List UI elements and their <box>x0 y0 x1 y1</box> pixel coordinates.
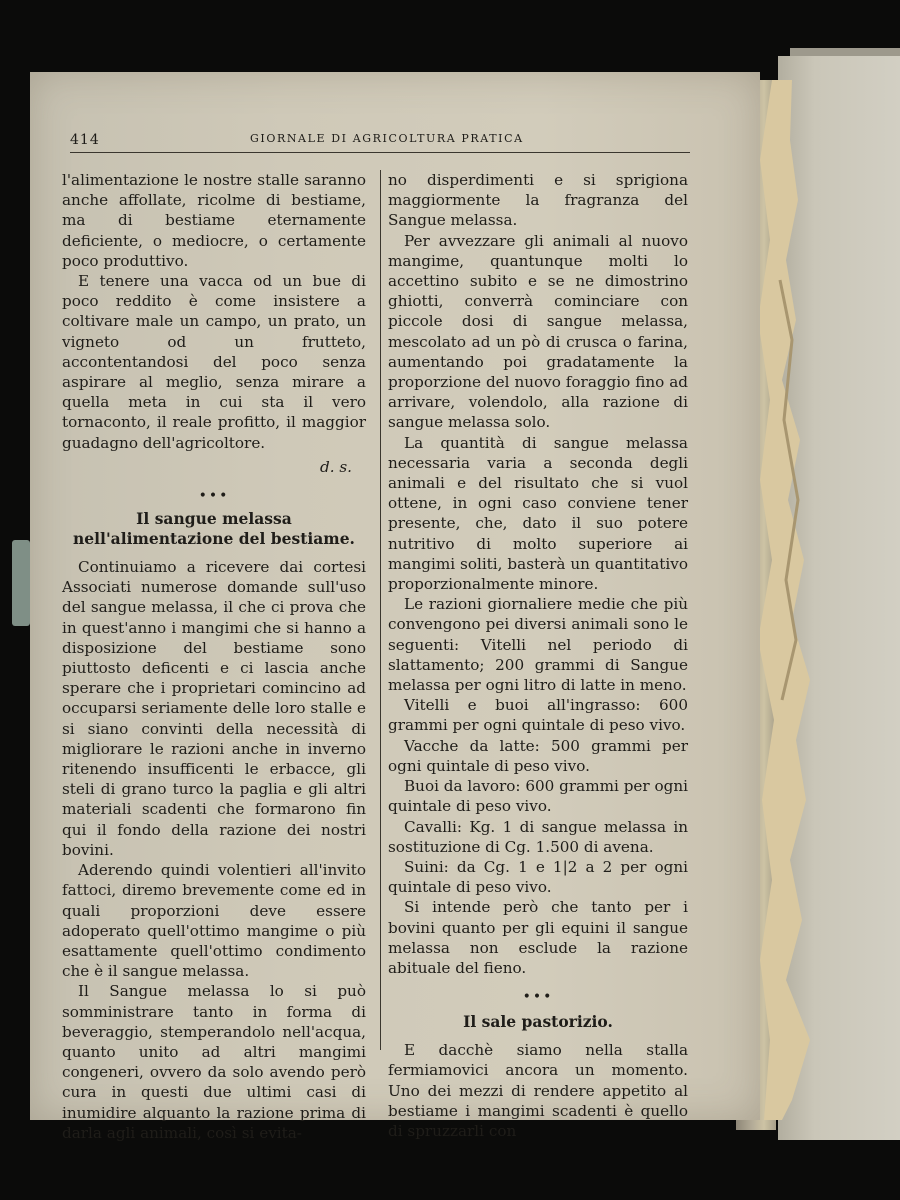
left-column <box>62 170 366 1143</box>
paragraph: Continuiamo a ricevere dai cortesi Associati numerose domande sull'uso del sangue melassa, il che ci prova che in quest'anno i mangimi che si hanno a disposizione del bestiame sono piuttosto deficenti e ci lascia anche sperare che i proprietari comincino ad occuparsi seriamente delle loro stalle e si siano convinti della necessità di migliorare le razioni anche in inverno ritenendo insufficenti le erbacce, gli steli di grano turco la paglia e gli altri materiali scadenti che formarono fin qui il fondo della razione dei nostri bovini. <box>62 558 366 859</box>
page-header <box>70 124 690 154</box>
page-number: 414 <box>70 132 100 148</box>
paragraph: Buoi da lavoro: 600 grammi per ogni quintale di peso vivo. <box>388 777 689 816</box>
paragraph: Suini: da Cg. 1 e 1|2 a 2 per ogni quintale di peso vivo. <box>388 857 688 897</box>
paragraph: Vitelli e buoi all'ingrasso: 600 grammi per ogni quintale di peso vivo. <box>388 696 688 735</box>
paragraph: Cavalli: Kg. 1 di sangue melassa in sostituzione di Cg. 1.500 di avena. <box>388 817 688 856</box>
torn-paper-edge <box>752 80 822 1120</box>
right-column <box>388 170 688 1141</box>
paragraph: Il Sangue melassa lo si può somministrare tanto in forma di beveraggio, stemperandolo nell'acqua, quanto unito ad altri mangimi congeneri, ovvero da solo avendo però cura in questi due ultimi casi di inumidire alquanto la razione prima di darla agli animali, così si evita- <box>62 982 366 1142</box>
paragraph: Le razioni giornaliere medie che più convengono pei diversi animali sono le seguenti: Vitelli nel periodo di slattamento; 200 grammi di Sangue melassa per ogni litro di latte in meno. <box>388 595 688 695</box>
paragraph: Vacche da latte: 500 grammi per ogni quintale di peso vivo. <box>388 736 688 775</box>
header-rule <box>70 152 690 153</box>
article-title: Il sangue melassa nell'alimentazione del bestiame. <box>73 509 355 549</box>
binding-tab <box>12 540 30 626</box>
section-separator: ••• <box>198 488 230 505</box>
article-title: Il sale pastorizio. <box>463 1012 613 1032</box>
paragraph: La quantità di sangue melassa necessaria varia a seconda degli animali e del risultato che si vuol ottene, in ogni caso conviene tener presente, che, dato il suo potere nutritivo di molto superiore ai mangimi soliti, basterà un quantitativo proporzionalmente minore. <box>388 433 688 594</box>
paragraph: no disperdimenti e si sprigiona maggiormente la fragranza del Sangue melassa. <box>388 171 688 230</box>
column-rule <box>380 170 381 1050</box>
paragraph: E dacchè siamo nella stalla fermiamovici ancora un momento. Uno dei mezzi di rendere appetito al bestiame i mangimi scadenti è quello di spruzzarli con <box>388 1041 688 1140</box>
paragraph: Per avvezzare gli animali al nuovo mangime, quantunque molti lo accettino subito e se ne dimostrino ghiotti, converrà cominciare con piccole dosi di sangue melassa, mescolato ad un pò di crusca o farina, aumentando poi gradatamente la proporzione del nuovo foraggio fino ad arrivare, volendolo, alla razione di sangue melassa solo. <box>388 231 688 432</box>
paragraph: E tenere una vacca od un bue di poco reddito è come insistere a coltivare male un campo, un prato, un vigneto od un frutteto, accontentandosi del poco senza aspirare al meglio, senza mirare a quella meta in cui sta il vero tornaconto, il reale profitto, il maggior guadagno dell'agricoltore. <box>62 272 366 452</box>
signature: d. s. <box>320 457 352 476</box>
paragraph: Si intende però che tanto per i bovini quanto per gli equini il sangue melassa non esclude la razione abituale del fieno. <box>388 898 688 977</box>
section-separator: ••• <box>522 989 554 1006</box>
paragraph: Aderendo quindi volentieri all'invito fattoci, diremo brevemente come ed in quali proporzioni deve essere adoperato quell'ottimo mangime o più esattamente quell'ottimo condimento che è il sangue melassa. <box>62 861 366 981</box>
paragraph: l'alimentazione le nostre stalle saranno anche affollate, ricolme di bestiame, ma di bestiame eternamente deficiente, o mediocre, o certamente poco produttivo. <box>62 171 366 270</box>
running-title: GIORNALE DI AGRICOLTURA PRATICA <box>250 132 524 145</box>
